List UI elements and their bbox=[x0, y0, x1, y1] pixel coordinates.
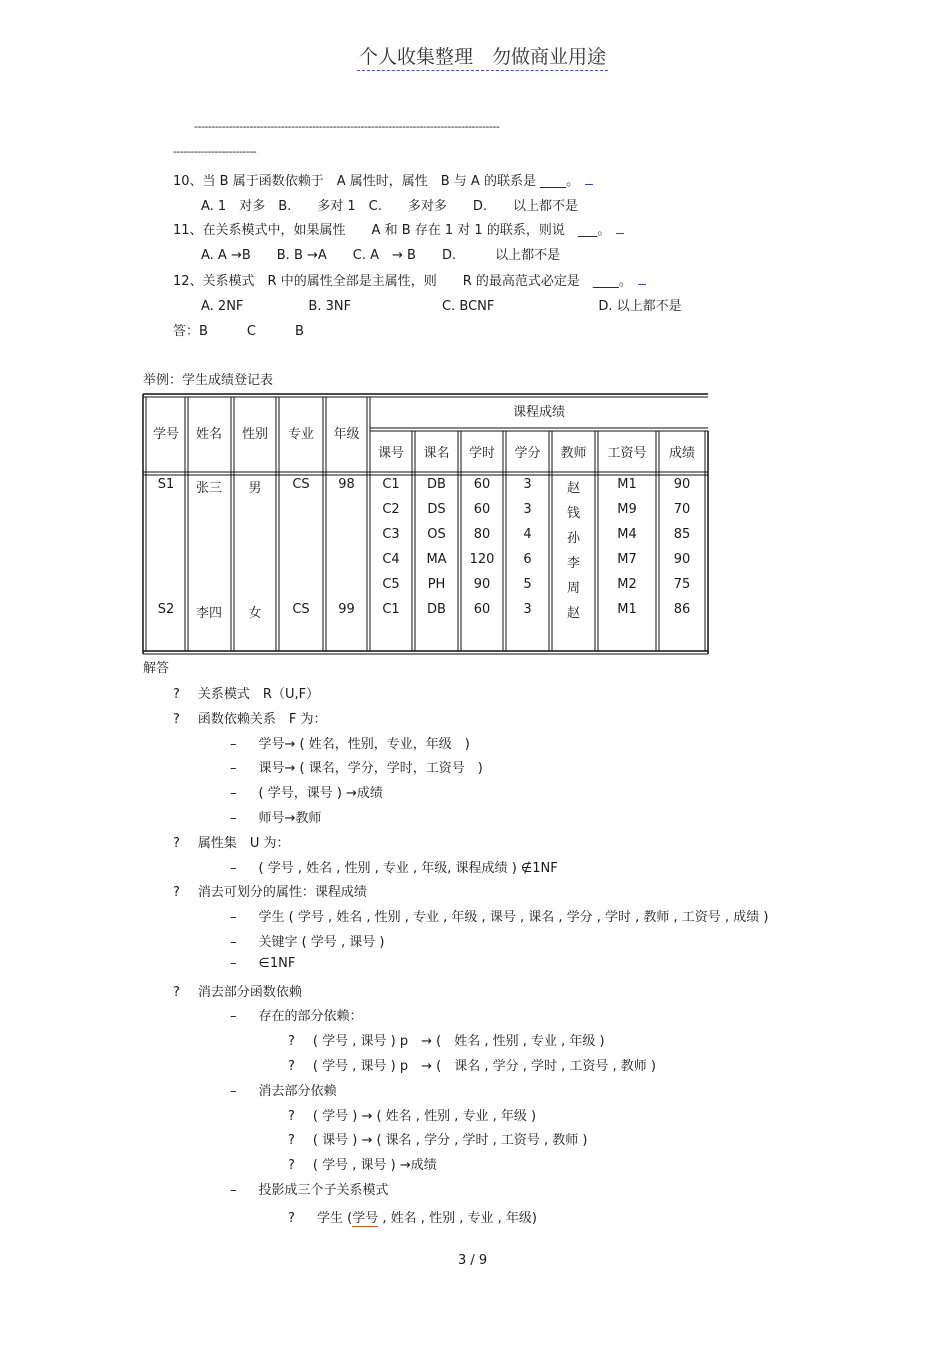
cell-score: 85 bbox=[673, 527, 691, 542]
solution-text: ( 课号 ) → ( 课名 , 学分 , 学时 , 工资号 , 教师 ) bbox=[312, 1133, 588, 1149]
answer-line: 答：B C B bbox=[173, 324, 304, 339]
solution-text: ( 学号 , 姓名 , 性别 , 专业 , 年级, 课程成绩 ) ∉1NF bbox=[258, 860, 558, 876]
cell-staff-id: M7 bbox=[617, 552, 637, 567]
cell-student-id: S1 bbox=[157, 477, 175, 492]
col-header-name: 姓名 bbox=[195, 427, 222, 442]
cell-staff-id: M9 bbox=[617, 502, 637, 517]
cell-credits: 6 bbox=[523, 552, 532, 567]
solution-text: 函数依赖关系 F 为： bbox=[197, 711, 327, 727]
solution-text: 关系模式 R（U,F） bbox=[197, 687, 320, 702]
bullet: – bbox=[230, 935, 237, 950]
solution-text: ( 学号，课号 ) →成绩 bbox=[258, 786, 383, 802]
solution-item bbox=[230, 782, 383, 801]
bullet: – bbox=[230, 736, 237, 752]
solution-text: ( 学号 , 课号 ) p → ( 姓名 , 性别 , 专业 , 年级 ) bbox=[312, 1034, 605, 1050]
bullet: ? bbox=[288, 1211, 295, 1226]
cell-course-name: DS bbox=[427, 502, 446, 517]
bullet: ? bbox=[173, 711, 180, 727]
bullet: – bbox=[230, 811, 237, 826]
solution-item bbox=[230, 1080, 337, 1099]
separator-dashes-1: ---------------------------------------------------------------------------------------- bbox=[194, 120, 500, 133]
cell-major: CS bbox=[292, 477, 310, 492]
cell-course-id: C1 bbox=[382, 602, 400, 617]
sub-header-course-name: 课名 bbox=[423, 446, 450, 461]
solution-item: ? 学生 (学号 , 姓名 , 性别 , 专业 , 年级) bbox=[288, 1211, 537, 1226]
solution-item bbox=[288, 1030, 605, 1049]
col-header-student-id: 学号 bbox=[152, 427, 179, 442]
col-header-major: 专业 bbox=[287, 427, 314, 442]
sub-header-course-id: 课号 bbox=[377, 446, 404, 461]
cell-gender: 女 bbox=[248, 606, 262, 621]
question-10: 10、当 B 属于函数依赖于 A 属性时，属性 B 与 A 的联系是 ____。 bbox=[173, 170, 593, 189]
solution-text: 关键字 ( 学号 , 课号 ) bbox=[258, 935, 385, 950]
cell-staff-id: M4 bbox=[617, 527, 637, 542]
bullet: ? bbox=[288, 1158, 295, 1174]
solution-title: 解答 bbox=[143, 661, 170, 676]
sub-header-hours: 学时 bbox=[468, 446, 495, 461]
cell-course-name: OS bbox=[427, 527, 446, 542]
sub-header-teacher: 教师 bbox=[560, 446, 587, 461]
solution-item bbox=[288, 1154, 437, 1173]
solution-item bbox=[288, 1129, 587, 1148]
bullet: ? bbox=[288, 1034, 295, 1050]
cell-name: 张三 bbox=[195, 481, 222, 496]
page-number: 3 / 9 bbox=[458, 1253, 488, 1268]
solution-text: 学号→ ( 姓名，性别，专业，年级 ) bbox=[258, 736, 470, 752]
solution-item bbox=[288, 1105, 536, 1124]
solution-item bbox=[230, 1179, 389, 1198]
bullet: ? bbox=[173, 687, 180, 702]
solution-text: 消去部分依赖 bbox=[258, 1083, 337, 1099]
cell-gender: 男 bbox=[248, 481, 262, 496]
cell-credits: 3 bbox=[523, 602, 532, 617]
cell-student-id: S2 bbox=[157, 602, 175, 617]
solution-text: 学生 ( 学号 , 姓名 , 性别 , 专业 , 年级 , 课号 , 课名 , 学分 , 学时 , 教师 , 工资号 , 成绩 ) bbox=[258, 910, 769, 926]
question-11-options: A. A →B B. B →A C. A → B D. 以上都不是 bbox=[201, 248, 561, 263]
solution-item bbox=[173, 832, 290, 851]
cell-course-name: PH bbox=[427, 577, 446, 592]
solution-text: ∈1NF bbox=[258, 955, 296, 971]
cell-course-name: DB bbox=[427, 477, 446, 492]
example-title: 举例：学生成绩登记表 bbox=[143, 373, 274, 388]
cell-course-id: C3 bbox=[382, 527, 400, 542]
cell-name: 李四 bbox=[195, 606, 222, 621]
cell-teacher: 孙 bbox=[566, 531, 580, 546]
cell-course-id: C2 bbox=[382, 502, 400, 517]
cell-staff-id: M1 bbox=[617, 602, 637, 617]
bullet: – bbox=[230, 1009, 237, 1025]
solution-item bbox=[230, 807, 321, 826]
cell-teacher: 李 bbox=[566, 556, 580, 571]
cell-score: 70 bbox=[673, 502, 691, 517]
bullet: – bbox=[230, 1183, 237, 1198]
cell-credits: 3 bbox=[523, 502, 532, 517]
cell-hours: 120 bbox=[469, 552, 495, 567]
solution-item bbox=[173, 881, 367, 900]
cell-score: 90 bbox=[673, 552, 691, 567]
cell-teacher: 赵 bbox=[566, 606, 580, 621]
cell-hours: 60 bbox=[473, 477, 491, 492]
solution-item bbox=[230, 906, 768, 925]
bullet: – bbox=[230, 786, 237, 802]
solution-text: ( 学号 , 课号 ) →成绩 bbox=[312, 1158, 437, 1174]
question-12-options: A. 2NF B. 3NF C. BCNF D. 以上都不是 bbox=[201, 299, 682, 314]
cell-teacher: 赵 bbox=[566, 481, 580, 496]
solution-text: 师号→教师 bbox=[258, 811, 322, 826]
bullet: ? bbox=[288, 1108, 295, 1124]
solution-item bbox=[230, 733, 470, 752]
group-header-course-grades: 课程成绩 bbox=[512, 405, 565, 420]
cell-course-id: C4 bbox=[382, 552, 400, 567]
cell-year: 99 bbox=[338, 602, 355, 617]
cell-score: 90 bbox=[673, 477, 691, 492]
solution-text: 消去可划分的属性：课程成绩 bbox=[197, 885, 367, 901]
bullet: – bbox=[230, 761, 237, 777]
solution-item bbox=[230, 931, 384, 950]
cell-score: 75 bbox=[673, 577, 691, 592]
sub-header-score: 成绩 bbox=[668, 446, 695, 461]
cell-course-name: MA bbox=[426, 552, 447, 567]
solution-text: 消去部分函数依赖 bbox=[197, 984, 302, 1000]
solution-item bbox=[230, 757, 483, 776]
cell-teacher: 钱 bbox=[566, 506, 580, 521]
solution-item bbox=[230, 1005, 363, 1024]
bullet: ? bbox=[288, 1059, 295, 1074]
solution-text: ( 学号 ) → ( 姓名 , 性别 , 专业 , 年级 ) bbox=[312, 1108, 537, 1124]
bullet: ? bbox=[288, 1133, 295, 1149]
col-header-gender: 性别 bbox=[241, 427, 268, 442]
cell-hours: 80 bbox=[473, 527, 491, 542]
cell-credits: 5 bbox=[523, 577, 532, 592]
solution-text: 属性集 U 为： bbox=[197, 835, 290, 851]
bullet: – bbox=[230, 955, 237, 971]
bullet: – bbox=[230, 860, 237, 876]
solution-item bbox=[230, 956, 295, 971]
cell-course-name: DB bbox=[427, 602, 446, 617]
cell-year: 98 bbox=[338, 477, 355, 492]
solution-text: ( 学号 , 课号 ) p → ( 课名 , 学分 , 学时 , 工资号 , 教师 ) bbox=[312, 1059, 656, 1074]
bullet: – bbox=[230, 1083, 237, 1099]
sub-header-credits: 学分 bbox=[514, 446, 541, 461]
bullet: ? bbox=[173, 885, 180, 901]
bullet: ? bbox=[173, 835, 180, 851]
cell-credits: 4 bbox=[523, 527, 532, 542]
solution-item bbox=[173, 981, 302, 1000]
bullet: – bbox=[230, 910, 237, 926]
sub-header-staff-id: 工资号 bbox=[607, 446, 647, 461]
question-11: 11、在关系模式中，如果属性 A 和 B 存在 1 对 1 的联系，则说 ___。 bbox=[173, 219, 624, 238]
cell-course-id: C1 bbox=[382, 477, 400, 492]
solution-item bbox=[288, 1055, 656, 1074]
question-10-options: A. 1 对多 B. 多对 1 C. 多对多 D. 以上都不是 bbox=[201, 199, 579, 214]
cell-staff-id: M2 bbox=[617, 577, 637, 592]
cell-score: 86 bbox=[673, 602, 691, 617]
solution-item bbox=[230, 857, 558, 876]
solution-item bbox=[173, 683, 319, 702]
bullet: ? bbox=[173, 984, 180, 1000]
cell-course-id: C5 bbox=[382, 577, 400, 592]
solution-item bbox=[173, 708, 327, 727]
cell-teacher: 周 bbox=[566, 581, 580, 596]
cell-staff-id: M1 bbox=[617, 477, 637, 492]
underlined-key: 学号 bbox=[352, 1211, 379, 1226]
question-12: 12、关系模式 R 中的属性全部是主属性，则 R 的最高范式必定是 ____。 bbox=[173, 270, 646, 289]
page-header: 个人收集整理 勿做商业用途 bbox=[357, 42, 608, 71]
solution-text: 存在的部分依赖： bbox=[258, 1009, 363, 1025]
col-header-year: 年级 bbox=[333, 427, 360, 442]
cell-hours: 60 bbox=[473, 602, 491, 617]
cell-hours: 90 bbox=[473, 577, 491, 592]
separator-dashes-2: ------------------------ bbox=[173, 145, 257, 158]
solution-text: 课号→ ( 课名，学分，学时，工资号 ) bbox=[258, 761, 483, 777]
cell-hours: 60 bbox=[473, 502, 491, 517]
solution-text: 投影成三个子关系模式 bbox=[258, 1183, 389, 1198]
cell-major: CS bbox=[292, 602, 310, 617]
cell-credits: 3 bbox=[523, 477, 532, 492]
